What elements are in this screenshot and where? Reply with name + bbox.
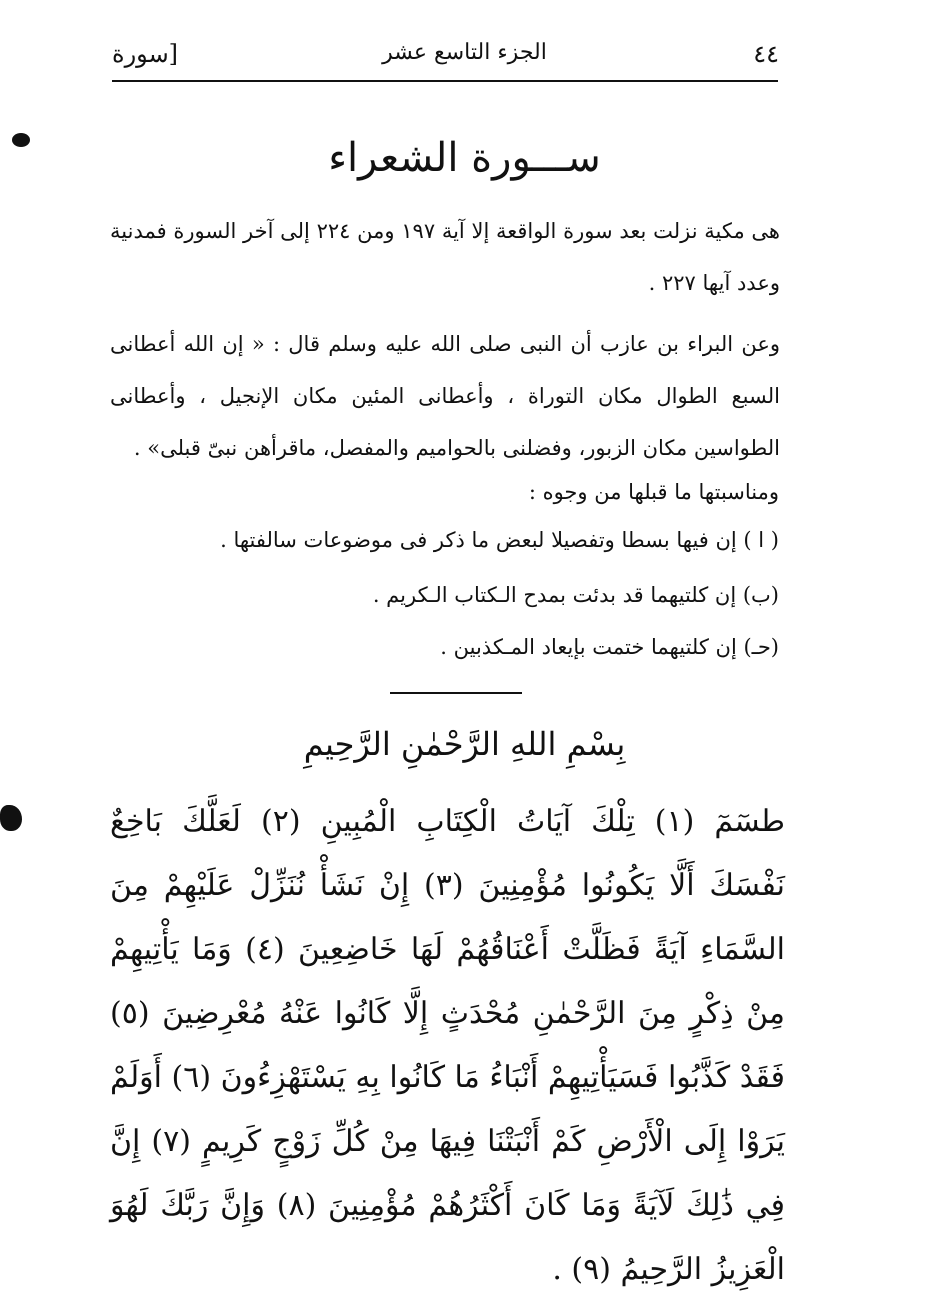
scan-speck [12,133,30,147]
relation-lead: ومناسبتها ما قبلها من وجوه : [528,480,779,504]
relation-point: (ب) إن كلتيهما قد بدئت بمدح الـكتاب الـكريم . [372,583,779,607]
relation-point: (حـ) إن كلتيهما ختمت بإيعاد المـكذبين . [440,635,779,659]
page-number: ٤٤ [753,40,779,68]
quran-verses: طسٓمٓ (١) تِلْكَ آيَاتُ الْكِتَابِ الْمُبِينِ (٢) لَعَلَّكَ بَاخِعٌ نَفْسَكَ أَلَّا يَكُونُوا مُؤْمِنِينَ (٣) إِنْ نَشَأْ نُنَزِّلْ عَلَيْهِمْ مِنَ السَّمَاءِ آيَةً فَظَلَّتْ أَعْنَاقُهُمْ لَهَا خَاضِعِينَ (٤) وَمَا يَأْتِيهِمْ مِنْ ذِكْرٍ مِنَ الرَّحْمٰنِ مُحْدَثٍ إِلَّا كَانُوا عَنْهُ مُعْرِضِينَ (٥) فَقَدْ كَذَّبُوا فَسَيَأْتِيهِمْ أَنْبَاءُ مَا كَانُوا بِهِ يَسْتَهْزِءُونَ (٦) أَوَلَمْ يَرَوْا إِلَى الْأَرْضِ كَمْ أَنْبَتْنَا فِيهَا مِنْ كُلِّ زَوْجٍ كَرِيمٍ (٧) إِنَّ فِي ذَٰلِكَ لَآيَةً وَمَا كَانَ أَكْثَرُهُمْ مُؤْمِنِينَ (٨) وَإِنَّ رَبَّكَ لَهُوَ الْعَزِيزُ الرَّحِيمُ (٩) . [110,804,786,1287]
header-rule [112,80,778,82]
revelation-note: هى مكية نزلت بعد سورة الواقعة إلا آية ١٩٧ ومن ٢٢٤ إلى آخر السورة فمدنية وعدد آيها ٢٢٧ . [110,219,780,295]
running-surah-label: [سورة [112,40,179,68]
hadith-paragraph: وعن البراء بن عازب أن النبى صلى الله عليه وسلم قال : « إن الله أعطانى السبع الطوال مكان التوراة ، وأعطانى المئين مكان الإنجيل ، وأعطانى الطواسين مكان الزبور، وفضلنى بالحواميم والمفصل، ماقرأهن نبىّ قبلى» . [110,332,780,460]
section-separator [390,692,522,694]
running-title: الجزء التاسع عشر [382,40,547,65]
basmala: بِسْمِ اللهِ الرَّحْمٰنِ الرَّحِيمِ [303,725,626,763]
relation-point: ( ا ) إن فيها بسطا وتفصيلا لبعض ما ذكر فى موضوعات سالفتها . [220,528,779,552]
scan-speck [0,805,22,831]
surah-title: ســـورة الشعراء [328,135,601,181]
